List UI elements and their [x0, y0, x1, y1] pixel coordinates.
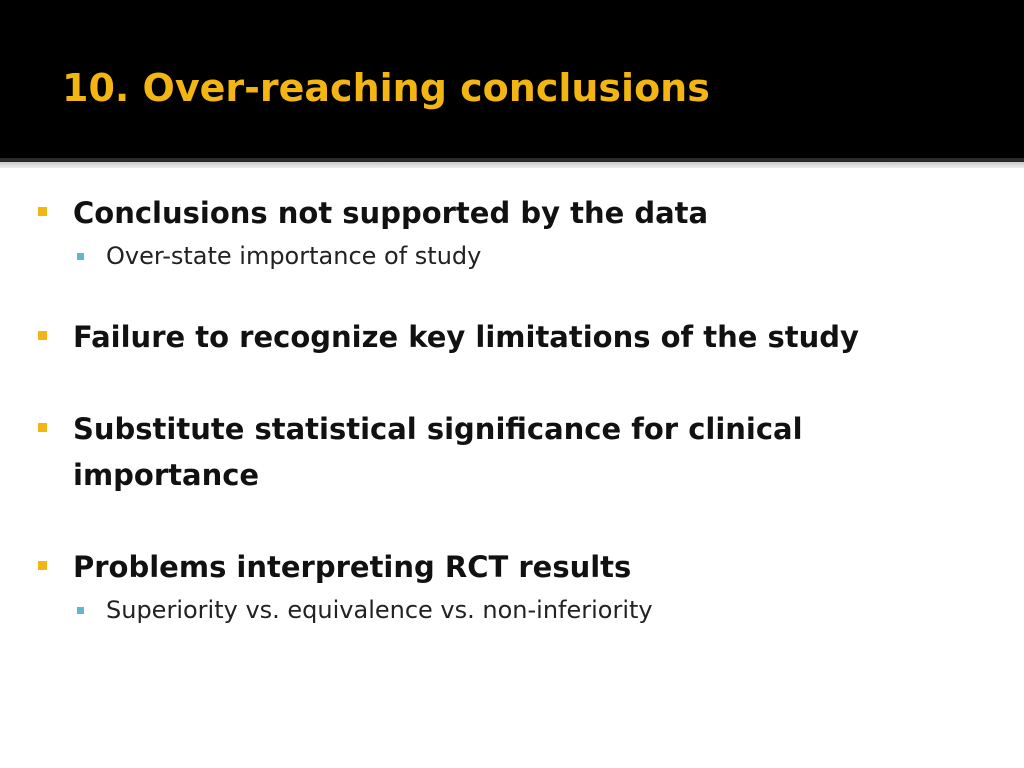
bullet-list	[38, 190, 968, 628]
sub-bullet-item	[77, 238, 968, 274]
bullet-item	[38, 190, 968, 236]
sub-bullet-text: Superiority vs. equivalence vs. non-inferiority	[106, 596, 653, 624]
square-bullet-icon	[38, 561, 47, 570]
bullet-item	[38, 406, 968, 498]
sub-bullet-item	[77, 592, 968, 628]
title-band	[0, 0, 1024, 158]
slide-title: 10. Over-reaching conclusions	[62, 66, 710, 110]
small-square-bullet-icon	[77, 607, 84, 614]
square-bullet-icon	[38, 207, 47, 216]
spacer	[38, 360, 968, 406]
spacer	[38, 274, 968, 314]
bullet-text: Problems interpreting RCT results	[73, 550, 632, 584]
bullet-text: Failure to recognize key limitations of the study	[73, 320, 859, 354]
square-bullet-icon	[38, 423, 47, 432]
bullet-item	[38, 314, 968, 360]
bullet-item	[38, 544, 968, 590]
bullet-text: Conclusions not supported by the data	[73, 196, 709, 230]
small-square-bullet-icon	[77, 253, 84, 260]
square-bullet-icon	[38, 331, 47, 340]
sub-bullet-text: Over-state importance of study	[106, 242, 482, 270]
title-divider-light	[0, 162, 1024, 168]
bullet-text: Substitute statistical significance for clinical importance	[73, 412, 803, 492]
spacer	[38, 498, 968, 544]
